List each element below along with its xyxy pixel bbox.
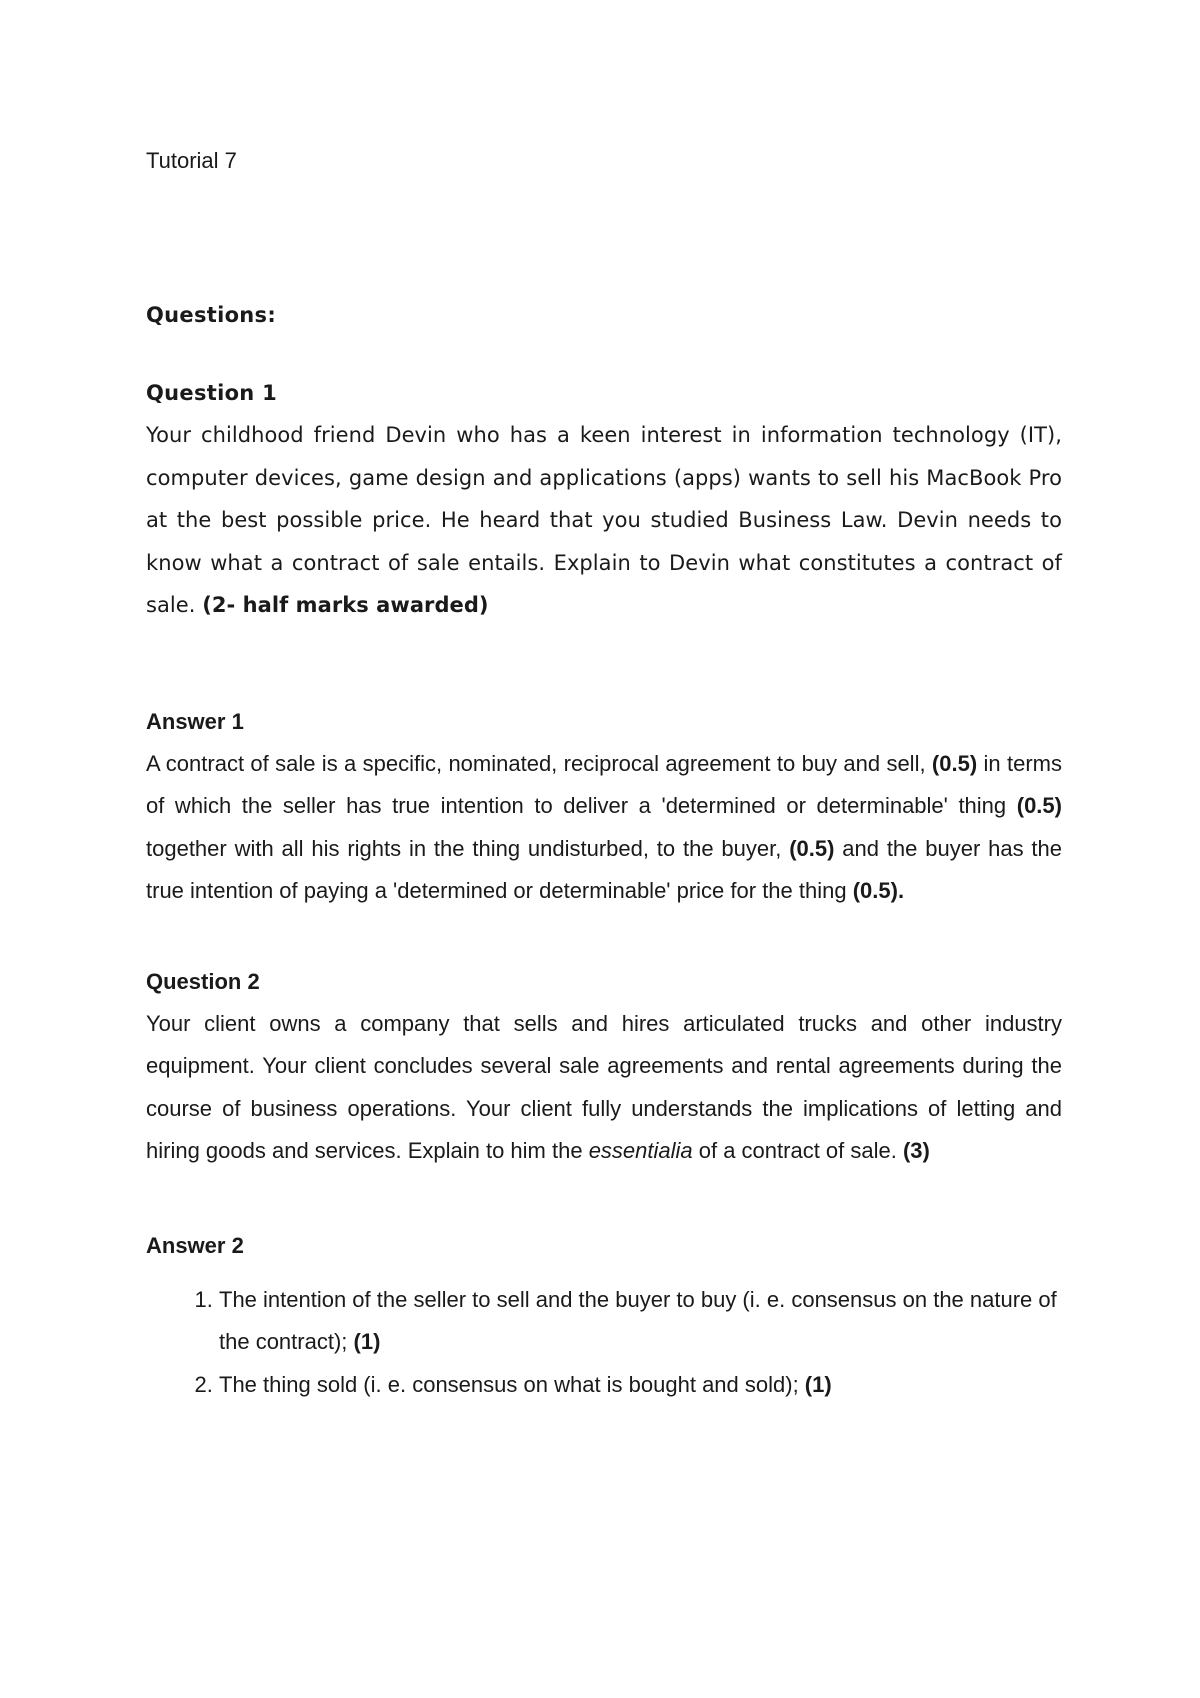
question-2-marks: (3) [902,1138,930,1163]
question-1-text [146,414,1062,627]
answer-1-mark-1: (0.5) [931,750,978,776]
question-1-marks: (2- half marks awarded) [202,593,489,617]
answer-2-item-1 [219,1279,1062,1364]
answer-1-part-4: and the buyer has the true intention of paying a 'determined or determinable' price for the thing [146,835,1062,903]
answer-1-mark-2: (0.5) [1016,793,1062,818]
document-body [146,140,1062,1406]
answer-1-text [146,743,1062,913]
answer-2-list [146,1279,1062,1407]
questions-heading: Questions: [146,303,277,327]
document-title: Tutorial 7 [146,148,237,173]
answer-1-part-3: together with all his rights in the thing undisturbed, to the buyer, [146,835,790,861]
question-2-body-end: of a contract of sale. [692,1138,903,1163]
question-1-heading: Question 1 [146,381,278,405]
question-2-italic-term: essentialia [588,1138,693,1163]
answer-1-mark-4: (0.5). [852,878,905,903]
answer-2-item-2-marks: (1) [804,1371,832,1397]
question-2-heading: Question 2 [146,968,260,994]
answer-1-part-1: A contract of sale is a specific, nominated, reciprocal agreement to buy and sell, [146,750,932,776]
answer-1-mark-3: (0.5) [789,835,835,861]
answer-2-item-2-text: The thing sold (i. e. consensus on what is bought and sold); [219,1371,805,1397]
answer-2-item-1-marks: (1) [353,1329,381,1354]
answer-2-heading: Answer 2 [146,1232,244,1258]
answer-1-heading: Answer 1 [146,708,244,734]
answer-2-item-2 [219,1364,1062,1407]
answer-1-part-2: in terms of which the seller has true intention to deliver a 'determined or determinable' thing [146,750,1062,818]
answer-2-item-1-text: The intention of the seller to sell and the buyer to buy (i. e. consensus on the nature of the contract); [219,1286,1057,1354]
question-1-body: Your childhood friend Devin who has a keen interest in information technology (IT), computer devices, game design and applications (apps) wants to sell his MacBook Pro at the best possible price. He heard that you studied Business Law. Devin needs to know what a contract of sale entails. Explain to Devin what constitutes a contract of sale. [146,423,1062,617]
question-2-body: Your client owns a company that sells and hires articulated trucks and other industry equipment. Your client concludes several sale agreements and rental agreements during the course of business operations. Your client fully understands the implications of letting and hiring goods and services. Explain to him the [146,1010,1062,1163]
question-2-text [146,1003,1062,1173]
